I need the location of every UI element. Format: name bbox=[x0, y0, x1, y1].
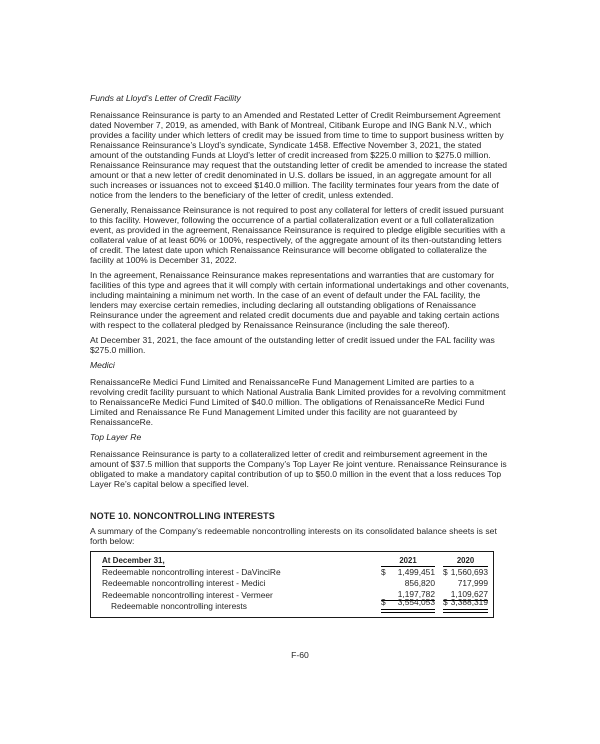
heading-medici: Medici bbox=[90, 360, 115, 370]
total-2020: $ 3,388,319 bbox=[443, 598, 488, 613]
total-2021: $ 3,554,053 bbox=[381, 598, 435, 613]
column-header-2020: 2020 bbox=[443, 556, 488, 567]
redeemable-noncontrolling-interests-table bbox=[90, 551, 494, 618]
table-row-medici bbox=[102, 578, 488, 590]
value-2020: 717,999 bbox=[457, 578, 488, 588]
table-row-total bbox=[102, 596, 488, 613]
paragraph-lloyds-1: Renaissance Reinsurance is party to an Amended and Restated Letter of Credit Reimbursement Agreement dated November 7, 2019, as amended, with Bank of Montreal, Citibank Europe and ING Bank N.V., which provides a facility under which letters of credit may be issued from time to time to support business written by Renaissance Reinsurance’s Lloyd’s syndicate, Syndicate 1458. Effective November 3, 2021, the stated amount of the outstanding Funds at Lloyd’s letter of credit increased from $225.0 million to $275.0 million. Renaissance Reinsurance may request that the outstanding letter of credit be amended to increase the stated amount or that a new letter of credit denominated in U.S. dollars be issued, in an aggregate amount for all such increases or issuances not to exceed $140.0 million. The facility terminates four years from the date of notice from the lenders to the beneficiary of the letter of credit, unless extended. bbox=[90, 110, 508, 200]
dollar-sign: $ bbox=[443, 566, 448, 577]
paragraph-lloyds-4: At December 31, 2021, the face amount of the outstanding letter of credit issued under the FAL facility was $275.0 million. bbox=[90, 335, 495, 355]
table-header-row bbox=[102, 555, 488, 567]
row-label: Redeemable noncontrolling interest - Vermeer bbox=[102, 589, 273, 600]
dollar-sign: $ bbox=[381, 596, 386, 607]
paragraph-lloyds-3: In the agreement, Renaissance Reinsurance makes representations and warranties that are customary for facilities of this type and agrees that it will comply with certain informational undertakings and other covenants, including maintaining a minimum net worth. In the case of an event of default under the FAL facility, the lenders may exercise certain remedies, including declaring all outstanding obligations of Renaissance Reinsurance under the agreement and related credit documents due and payable and taking certain actions with respect to the collateral pledged by Renaissance Reinsurance (including the sale thereof). bbox=[90, 270, 509, 330]
paragraph-lloyds-2: Generally, Renaissance Reinsurance is not required to post any collateral for letters of credit issued pursuant to this facility. However, following the occurrence of a partial collateralization event or a full collateralization event, as provided in the agreement, Renaissance Reinsurance is required to pledge eligible securities with a collateral value of at least 60% or 100%, respectively, of the aggregate amount of its then-outstanding letters of credit. The latest date upon which Renaissance Reinsurance will become obligated to collateralize the facility at 100% is December 31, 2022. bbox=[90, 205, 506, 265]
row-label: Redeemable noncontrolling interests bbox=[111, 601, 247, 611]
paragraph-medici: RenaissanceRe Medici Fund Limited and RenaissanceRe Fund Management Limited are parties to a revolving credit facility pursuant to which National Australia Bank Limited provides for a revolving commitment to RenaissanceRe Medici Fund Limited of $40.0 million. The obligations of RenaissanceRe Medici Fund Limited and Renaissance Re Fund Management Limited under this facility are not guaranteed by RenaissanceRe. bbox=[90, 377, 506, 427]
value-2020: $ 1,560,693 bbox=[443, 566, 488, 577]
value-2020: 1,109,627 bbox=[443, 590, 488, 602]
value-2021: $ 1,499,451 bbox=[381, 566, 435, 577]
heading-note-10-noncontrolling-interests: NOTE 10. NONCONTROLLING INTERESTS bbox=[90, 511, 275, 521]
paragraph-note-intro: A summary of the Company’s redeemable noncontrolling interests on its consolidated balance sheets is set forth below: bbox=[90, 526, 497, 546]
heading-funds-at-lloyds: Funds at Lloyd’s Letter of Credit Facility bbox=[90, 93, 241, 103]
heading-top-layer-re: Top Layer Re bbox=[90, 432, 142, 442]
value-2021: 856,820 bbox=[404, 578, 435, 588]
page-number: F-60 bbox=[291, 649, 309, 660]
dollar-sign: $ bbox=[381, 566, 386, 577]
table-row-davincire bbox=[102, 567, 488, 579]
column-header-2021: 2021 bbox=[381, 556, 435, 567]
dollar-sign: $ bbox=[443, 596, 448, 607]
paragraph-top-layer-re: Renaissance Reinsurance is party to a collateralized letter of credit and reimbursement agreement in the amount of $37.5 million that supports the Company’s Top Layer Re joint venture. Renaissance Reinsurance is obligated to make a mandatory capital contribution of up to $50.0 million in the event that a loss reduces Top Layer Re’s capital below a specified level. bbox=[90, 449, 507, 489]
table-header-label: At December 31, bbox=[102, 556, 165, 565]
value-2021: 1,197,782 bbox=[381, 590, 435, 602]
row-label: Redeemable noncontrolling interest - DaVinciRe bbox=[102, 566, 281, 577]
row-label: Redeemable noncontrolling interest - Medici bbox=[102, 578, 266, 588]
